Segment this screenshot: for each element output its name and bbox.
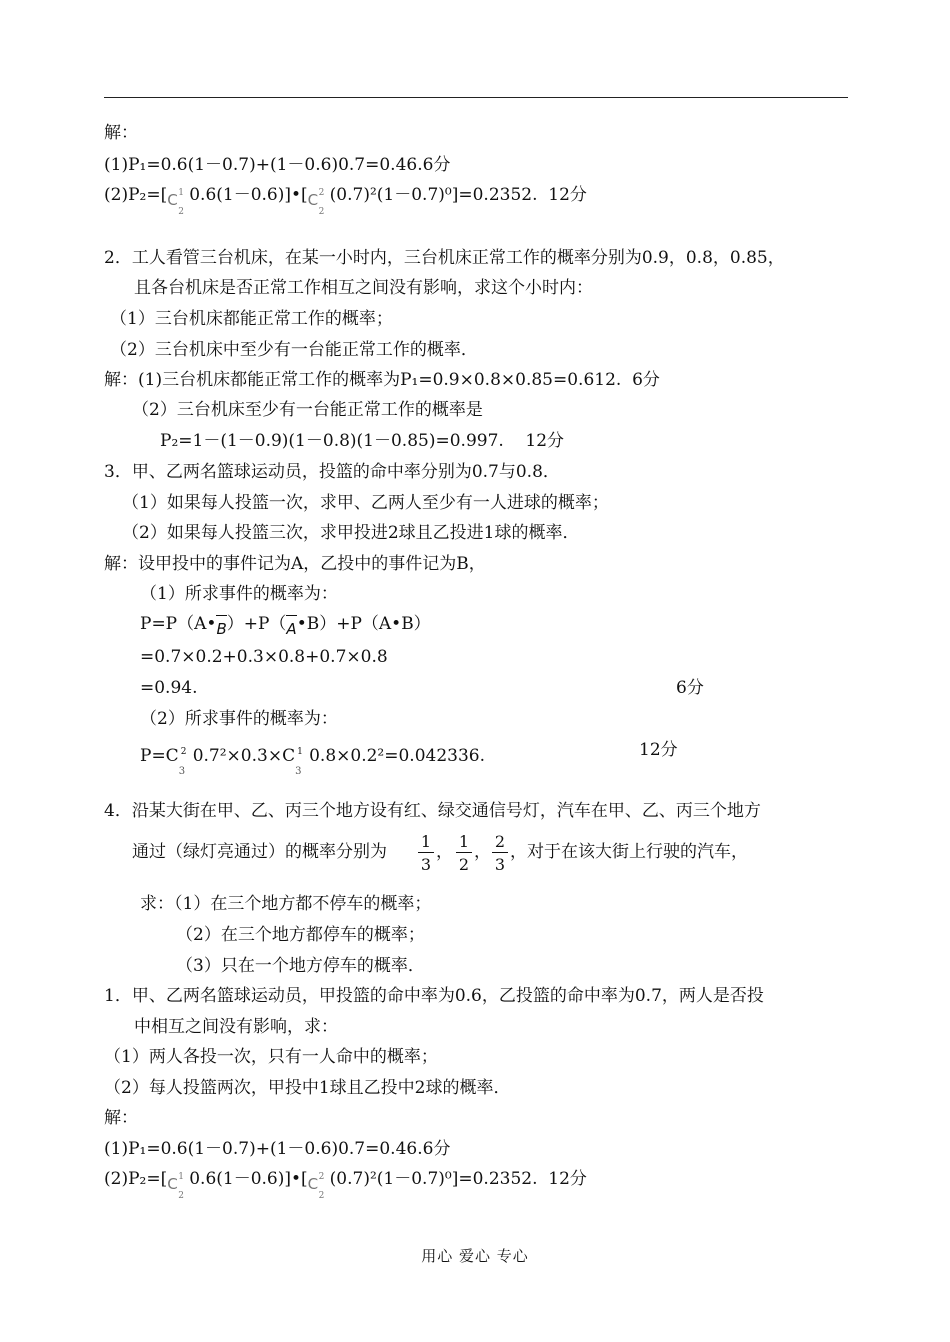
q3-answer-part-2: （2）所求事件的概率为： — [140, 709, 338, 729]
q4-stem-1: 4．沿某大街在甲、乙、丙三个地方设有红、绿交通信号灯，汽车在甲、乙、丙三个地方 — [104, 801, 761, 821]
q4-part-2: （2）在三个地方都停车的概率； — [176, 925, 425, 945]
combination-symbol: C 1 2 — [167, 187, 184, 217]
complement-a: A — [286, 620, 297, 638]
combination-symbol: C 2 2 — [307, 1171, 325, 1201]
q4-part-1: 求：（1）在三个地方都不停车的概率； — [140, 894, 432, 914]
q3-formula-2: P=C 2 3 0.7²×0.3×C 1 3 0.8×0.2²=0.042336. — [140, 739, 485, 767]
q1-part-1: （1）两人各投一次，只有一人命中的概率； — [104, 1047, 438, 1067]
q3-answer-intro: 解：设甲投中的事件记为A，乙投中的事件记为B， — [104, 554, 486, 574]
q2-part-1: （1）三台机床都能正常工作的概率； — [110, 309, 393, 329]
q4-stem-2a: 通过（绿灯亮通过）的概率分别为 — [132, 842, 387, 862]
fraction-two-thirds: $\frac{2}{3}$ — [492, 832, 508, 875]
solution-label: 解： — [104, 123, 138, 143]
solution-line-1: (1)P₁=0.6(1－0.7)+(1－0.6)0.7=0.46.6分 — [104, 1139, 451, 1159]
q2-stem-2: 且各台机床是否正常工作相互之间没有影响，求这个小时内： — [134, 278, 593, 298]
q1-stem-2: 中相互之间没有影响，求： — [134, 1017, 338, 1037]
fraction-one-half: $\frac{1}{2}$ — [456, 832, 472, 875]
q4-part-3: （3）只在一个地方停车的概率． — [176, 956, 425, 976]
q3-answer-part-1: （1）所求事件的概率为： — [140, 584, 338, 604]
page-footer: 用心 爱心 专心 — [421, 1247, 529, 1265]
combination-symbol: 2 3 — [178, 747, 187, 777]
fraction-separator: ， — [436, 842, 453, 862]
q1-part-2: （2）每人投篮两次，甲投中1球且乙投中2球的概率． — [104, 1078, 511, 1098]
header-rule — [104, 97, 848, 98]
q3-part-2: （2）如果每人投篮三次，求甲投进2球且乙投进1球的概率． — [122, 523, 580, 543]
q1-stem-1: 1．甲、乙两名篮球运动员，甲投篮的命中率为0.6，乙投篮的命中率为0.7，两人是否投 — [104, 986, 764, 1006]
q3-calc-1: =0.7×0.2+0.3×0.8+0.7×0.8 — [140, 647, 388, 667]
combination-symbol: C 1 2 — [167, 1171, 184, 1201]
q3-calc-2: =0.94. — [140, 678, 198, 698]
combination-symbol: C 2 2 — [307, 187, 325, 217]
solution-label: 解： — [104, 1108, 138, 1128]
q2-stem-1: 2．工人看管三台机床，在某一小时内，三台机床正常工作的概率分别为0.9，0.8，0.85， — [104, 248, 785, 268]
complement-b: B — [216, 620, 227, 638]
q2-answer-1: 解：(1)三台机床都能正常工作的概率为P₁=0.9×0.8×0.85=0.612. 6分 — [104, 370, 660, 390]
combination-symbol: 1 3 — [295, 747, 303, 777]
solution-line-1: (1)P₁=0.6(1－0.7)+(1－0.6)0.7=0.46.6分 — [104, 155, 451, 175]
q2-answer-3: P₂=1－(1－0.9)(1－0.8)(1－0.85)=0.997. 12分 — [160, 431, 565, 451]
q3-score-1: 6分 — [676, 678, 704, 698]
fraction-one-third: $\frac{1}{3}$ — [418, 832, 434, 875]
q3-score-2: 12分 — [639, 740, 678, 760]
q3-stem: 3．甲、乙两名篮球运动员，投篮的命中率分别为0.7与0.8． — [104, 462, 560, 482]
q3-formula: P=P（A•B）+P（A•B）+P（A•B） — [140, 614, 431, 638]
q3-part-1: （1）如果每人投篮一次，求甲、乙两人至少有一人进球的概率； — [122, 493, 609, 513]
solution-line-2: (2)P₂=[ C 1 2 0.6(1－0.6)]•[ C 2 2 (0.7)²(1－0.7)⁰]=0.2352. 12分 — [104, 185, 587, 217]
q2-part-2: （2）三台机床中至少有一台能正常工作的概率． — [110, 340, 478, 360]
q2-answer-2: （2）三台机床至少有一台能正常工作的概率是 — [132, 400, 483, 420]
q4-stem-2b: ，对于在该大街上行驶的汽车， — [510, 842, 748, 862]
fraction-separator: ， — [474, 842, 491, 862]
solution-line-2: (2)P₂=[ C 1 2 0.6(1－0.6)]•[ C 2 2 (0.7)²(1－0.7)⁰]=0.2352. 12分 — [104, 1169, 587, 1201]
